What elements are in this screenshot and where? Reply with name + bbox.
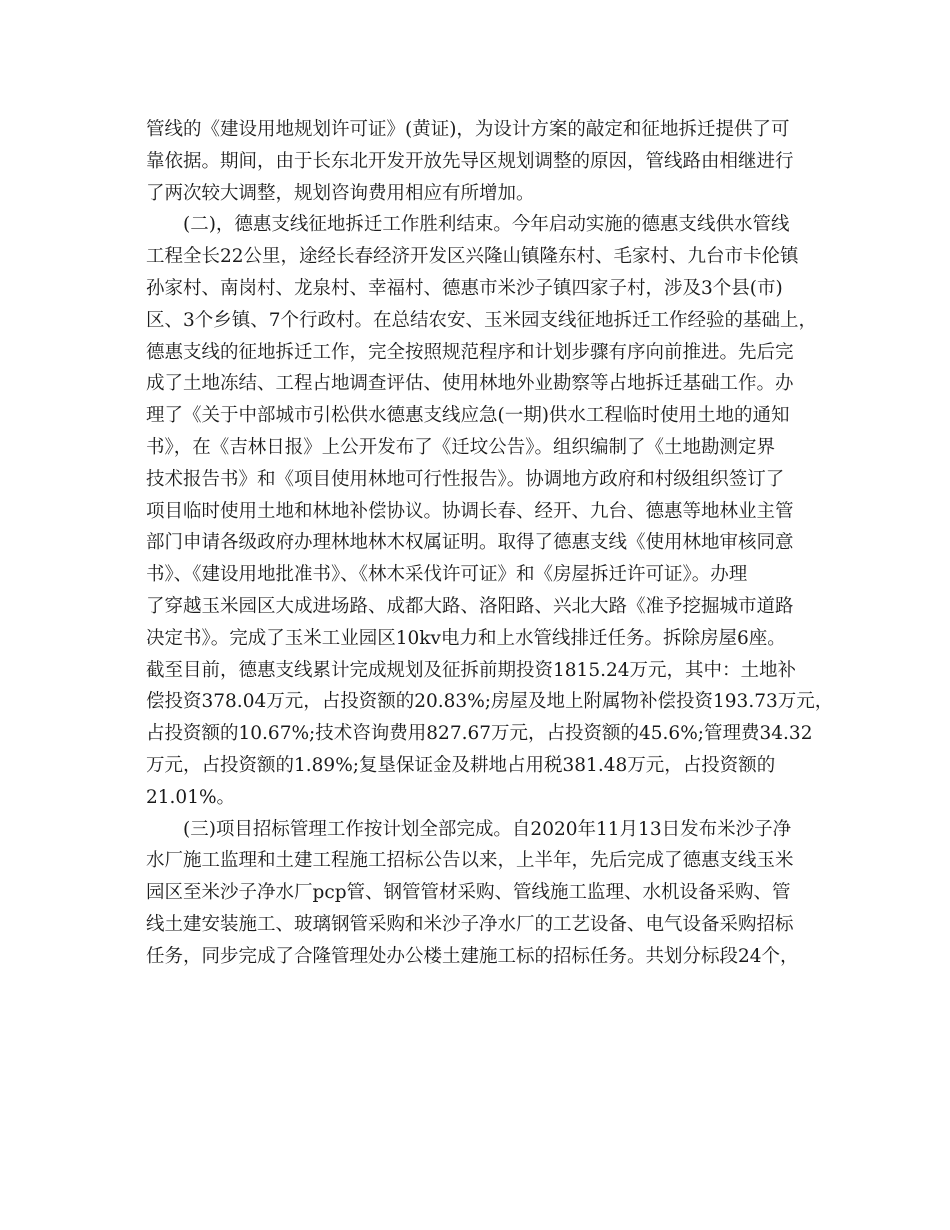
text-line: 了穿越玉米园区大成进场路、成都大路、洛阳路、兴北大路《准予挖掘城市道路	[146, 595, 794, 617]
text-line: 工程全长22公里，途经长春经济开发区兴隆山镇隆东村、毛家村、九台市卡伦镇	[146, 246, 799, 268]
text-line: 书》、《建设用地批准书》、《林木采伐许可证》和《房屋拆迁许可证》。办理	[146, 564, 748, 586]
text-line: 靠依据。期间，由于长东北开发开放先导区规划调整的原因，管线路由相继进行	[146, 150, 794, 172]
text-line: (三)项目招标管理工作按计划全部完成。自2020年11月13日发布米沙子净	[183, 818, 792, 840]
text-line: 了两次较大调整，规划咨询费用相应有所增加。	[146, 182, 535, 204]
text-line: 水厂施工监理和土建工程施工招标公告以来，上半年，先后完成了德惠支线玉米	[146, 850, 794, 872]
text-line: 项目临时使用土地和林地补偿协议。协调长春、经开、九台、德惠等地林业主管	[146, 500, 794, 522]
text-line: 部门申请各级政府办理林地林木权属证明。取得了德惠支线《使用林地审核同意	[146, 532, 794, 554]
text-line: 理了《关于中部城市引松供水德惠支线应急(一期)供水工程临时使用土地的通知	[146, 405, 790, 427]
text-line: 21.01%。	[146, 786, 236, 808]
text-line: 区、3个乡镇、7个行政村。在总结农安、玉米园支线征地拆迁工作经验的基础上，	[146, 309, 818, 331]
paragraph	[146, 814, 836, 973]
text-line: 任务，同步完成了合隆管理处办公楼土建施工标的招标任务。共划分标段24个，	[146, 945, 799, 967]
document-body	[146, 114, 836, 973]
text-line: 偿投资378.04万元，占投资额的20.83%;房屋及地上附属物补偿投资193.73万元，	[146, 691, 834, 713]
text-line: 万元，占投资额的1.89%;复垦保证金及耕地占用税381.48万元，占投资额的	[146, 754, 776, 776]
text-line: 技术报告书》和《项目使用林地可行性报告》。协调地方政府和村级组织签订了	[146, 468, 785, 490]
text-line: (二)，德惠支线征地拆迁工作胜利结束。今年启动实施的德惠支线供水管线	[183, 214, 790, 236]
text-line: 孙家村、南岗村、龙泉村、幸福村、德惠市米沙子镇四家子村，涉及3个县(市)	[146, 277, 783, 299]
text-line: 截至目前，德惠支线累计完成规划及征拆前期投资1815.24万元，其中：土地补	[146, 659, 797, 681]
text-line: 管线的《建设用地规划许可证》(黄证)，为设计方案的敲定和征地拆迁提供了可	[146, 119, 790, 140]
text-line: 线土建安装施工、玻璃钢管采购和米沙子净水厂的工艺设备、电气设备采购招标	[146, 913, 794, 935]
text-line: 书》，在《吉林日报》上公开发布了《迁坟公告》。组织编制了《土地勘测定界	[146, 436, 776, 458]
text-line: 决定书》。完成了玉米工业园区10kv电力和上水管线排迁任务。拆除房屋6座。	[146, 627, 786, 649]
paragraph	[146, 209, 836, 813]
text-line: 园区至米沙子净水厂pcp管、钢管管材采购、管线施工监理、水机设备采购、管	[146, 882, 791, 904]
paragraph	[146, 114, 836, 209]
text-line: 占投资额的10.67%;技术咨询费用827.67万元，占投资额的45.6%;管理费34.32	[146, 723, 813, 745]
text-line: 德惠支线的征地拆迁工作，完全按照规范程序和计划步骤有序向前推进。先后完	[146, 341, 794, 363]
text-line: 成了土地冻结、工程占地调查评估、使用林地外业勘察等占地拆迁基础工作。办	[146, 373, 794, 395]
